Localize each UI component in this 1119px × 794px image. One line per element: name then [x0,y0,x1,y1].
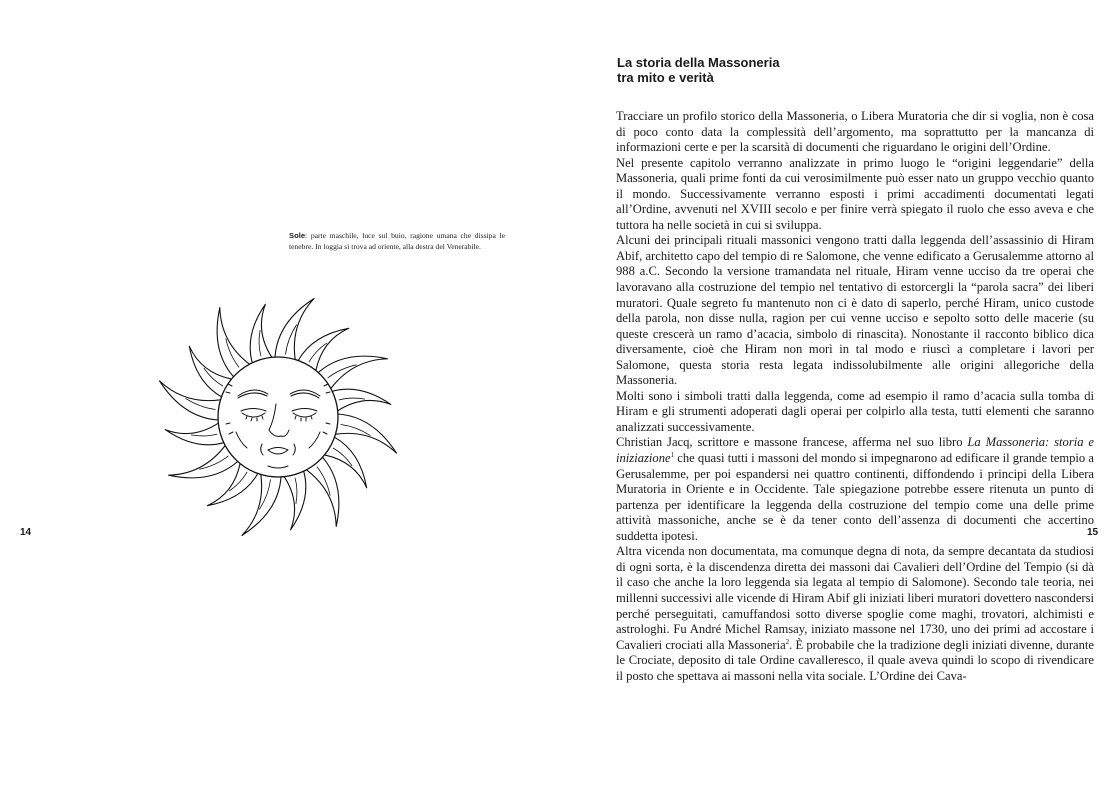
paragraph-5 [616,435,1094,544]
sun-ray [284,471,306,530]
page-number-left: 14 [20,527,32,538]
sun-ray [250,304,272,363]
paragraph-3: Alcuni dei principali rituali massonici vengono tratti dalla leggenda dell’assassinio di Hiram Abif, architetto capo del tempio di re Salomone, che venne edificato a Gerusalemme attorno al 988 a.C. Secondo la versione tramandata nel rituale, Hiram venne ucciso da tre operai che lavoravano alla costruzione del tempio nel tentativo di estorcergli la “parola sacra” dei liberi muratori. Quale segreto fu mantenuto non ci è dato di saperlo, perché Hiram, unico custode della parola, non disse nulla, ragion per cui venne ucciso e sepolto sotto delle macerie (su queste crescerà un ramo d’acacia, simbolo di rinascita). Nonostante il racconto biblico dica diversamente, cioè che Hiram non morì in tal modo e riuscì a completare i lavori per Salomone, questa storia resta legata indissolubilmente alle origini allegoriche della Massoneria. [616,233,1094,388]
sun-ray [307,457,339,526]
right-page [560,0,1119,794]
sun-ray [165,423,224,445]
paragraph-1: Tracciare un profilo storico della Massoneria, o Libera Muratoria che dir si voglia, non è cosa di poco conto data la complessità dell’argomento, ma soprattutto per la mancanza di informazioni certe e per la scarsità di documenti che riguardano le origini dell’Ordine. [616,109,1094,155]
sun-with-face-icon [150,292,406,542]
sun-ray [217,308,249,377]
chapter-title-line-1: La storia della Massoneria [617,55,780,70]
caption-text: : parte maschile, luce sul buio, ragione umana che dissipa le tenebre. In loggia si trova ad oriente, alla destra del Venerabile. [289,231,505,251]
footnote-ref-1: 1 [670,450,675,459]
sun-ray [318,356,387,388]
paragraph-4: Molti sono i simboli tratti dalla leggenda, come ad esempio il ramo d’acacia sulla tomba di Hiram e gli strumenti adoperati dagli operai per colpirlo alla testa, tutti elementi che saranno analizzati successivamente. [616,388,1094,434]
paragraph-5-text-a: Christian Jacq, scrittore e massone francese, afferma nel suo libro [616,435,968,450]
sun-ray [169,446,238,478]
chapter-body [616,109,1094,684]
paragraph-6-text-b: . È probabile che la tradizione degli iniziati divenne, durante le Crociate, deposito di tale Ordine cavalleresco, il quale aveva quindi lo scopo di rivendicare il posto che spettava ai massoni nella vita sociale. L’Ordine dei Cava- [616,637,1094,683]
paragraph-6 [616,544,1094,684]
page-number-right: 15 [1087,527,1099,538]
paragraph-5-text-b: che quasi tutti i massoni del mondo si impegnarono ad edificare il grande tempio a Gerusalemme, per poi espandersi nei quattro continenti, diffondendo i principi della Libera Muratoria in Oriente e in Occidente. Tale spiegazione potrebbe essere ritenuta un punto di partenza per identificare la leggenda della costruzione del tempio come una delle prime attività massoniche, anche se è da tener conto dell’assenza di documenti che accertino suddetta ipotesi. [616,451,1094,543]
chapter-title [617,55,780,85]
sun-caption [289,231,505,252]
chapter-title-line-2: tra mito e verità [617,70,714,85]
footnote-ref-2: 2 [785,637,790,646]
paragraph-2: Nel presente capitolo verranno analizzate in primo luogo le “origini leggendarie” della Massoneria, quali prime fonti da cui verosimilmente può esser nato un gruppo vecchio quanto il mondo. Successivamente verranno esposti i primi accadimenti documentati legati all’Ordine, avvenuti nel XVIII secolo e per finire verrà spiegato il ruolo che esso aveva e che tuttora ha nelle società in cui si sviluppa. [616,155,1094,232]
paragraph-6-text-a: Altra vicenda non documentata, ma comunque degna di nota, da sempre decantata da studiosi di ogni sorta, è la discendenza diretta dei massoni dai Cavalieri dell’Ordine del Tempio (si dà il caso che anche la loro leggenda sia legata al tempio di Salomone). Secondo tale teoria, nei millenni successivi alle vicende di Hiram Abif gli iniziati liberi muratori dovettero nascondersi perché perseguitati, camuffandosi sotto diverse spoglie come maghi, trovatori, alchimisti e astrologhi. Fu André Michel Ramsay, iniziato massone nel 1730, uno dei primi ad accostare i Cavalieri crociati alla Massoneria [616,544,1094,652]
book-title: La Massoneria: storia e iniziazione [616,435,1094,466]
sun-face-outline [218,357,338,477]
caption-term: Sole [289,231,306,240]
sun-ray [332,389,391,411]
